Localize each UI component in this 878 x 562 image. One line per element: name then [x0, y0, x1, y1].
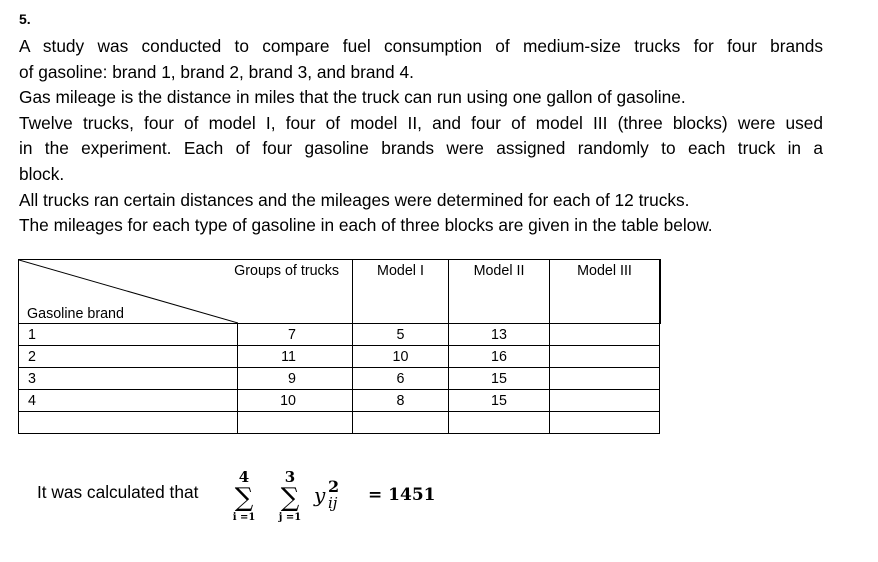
empty-cell	[550, 346, 660, 368]
table-row	[19, 346, 661, 368]
problem-line: of gasoline: brand 1, brand 2, brand 3, and brand 4.	[19, 61, 414, 82]
value-cell: 8	[353, 390, 449, 412]
question-number: 5.	[19, 11, 31, 27]
column-header: Model III	[550, 260, 660, 324]
value-cell: 5	[353, 324, 449, 346]
brand-cell: 4	[19, 390, 238, 412]
empty-cell	[238, 412, 353, 434]
problem-line: Twelve trucks, four of model I, four of model II, and four of model III (three blocks) were used	[19, 112, 823, 133]
table-header-row	[19, 260, 661, 324]
empty-header-cell	[660, 260, 661, 324]
sum-result: = 1451	[368, 485, 436, 505]
empty-cell	[550, 412, 660, 434]
exponent: 2	[328, 477, 340, 496]
brand-cell: 3	[19, 368, 238, 390]
subscript-ij: ij	[328, 494, 338, 512]
brand-cell: 1	[19, 324, 238, 346]
gasoline-brand-label: Gasoline brand	[27, 306, 124, 322]
value-cell: 15	[449, 390, 550, 412]
problem-line: block.	[19, 163, 65, 184]
problem-text	[19, 34, 823, 239]
sum2-upper-limit: 3	[284, 468, 296, 486]
value-cell: 7	[238, 324, 353, 346]
problem-line: in the experiment. Each of four gasoline brands were assigned randomly to each truck in a	[19, 138, 823, 159]
empty-cell	[353, 412, 449, 434]
table-row	[19, 368, 661, 390]
diagonal-header-cell	[19, 260, 353, 324]
groups-of-trucks-label: Groups of trucks	[234, 263, 339, 279]
empty-cell	[19, 412, 238, 434]
problem-line: A study was conducted to compare fuel consumption of medium-size trucks for four brands	[19, 36, 823, 56]
value-cell: 15	[449, 368, 550, 390]
summation-symbol: ∑	[280, 483, 300, 513]
problem-line: All trucks ran certain distances and the mileages were determined for each of 12 trucks.	[19, 189, 690, 210]
table-row-empty	[19, 412, 661, 434]
value-cell: 13	[449, 324, 550, 346]
empty-cell	[550, 324, 660, 346]
empty-cell	[449, 412, 550, 434]
sum2-lower-limit: j =1	[278, 512, 302, 523]
value-cell: 6	[353, 368, 449, 390]
value-cell: 9	[238, 368, 353, 390]
summation-symbol: ∑	[234, 483, 254, 513]
problem-line: Gas mileage is the distance in miles that the truck can run using one gallon of gasoline.	[19, 87, 686, 108]
empty-cell	[550, 390, 660, 412]
calculation-lead: It was calculated that	[37, 482, 199, 502]
variable-y: y	[314, 483, 326, 507]
brand-cell: 2	[19, 346, 238, 368]
value-cell: 10	[238, 390, 353, 412]
sum1-lower-limit: i =1	[232, 512, 256, 523]
value-cell: 11	[238, 346, 353, 368]
column-header: Model II	[449, 260, 550, 324]
problem-line: The mileages for each type of gasoline in each of three blocks are given in the table below.	[19, 215, 713, 236]
value-cell: 10	[353, 346, 449, 368]
value-cell: 16	[449, 346, 550, 368]
column-header: Model I	[353, 260, 449, 324]
empty-cell	[550, 368, 660, 390]
sum-of-squares-formula	[230, 462, 470, 532]
sum1-upper-limit: 4	[238, 468, 250, 486]
mileage-table	[18, 259, 661, 434]
table-row	[19, 324, 661, 346]
table-row	[19, 390, 661, 412]
